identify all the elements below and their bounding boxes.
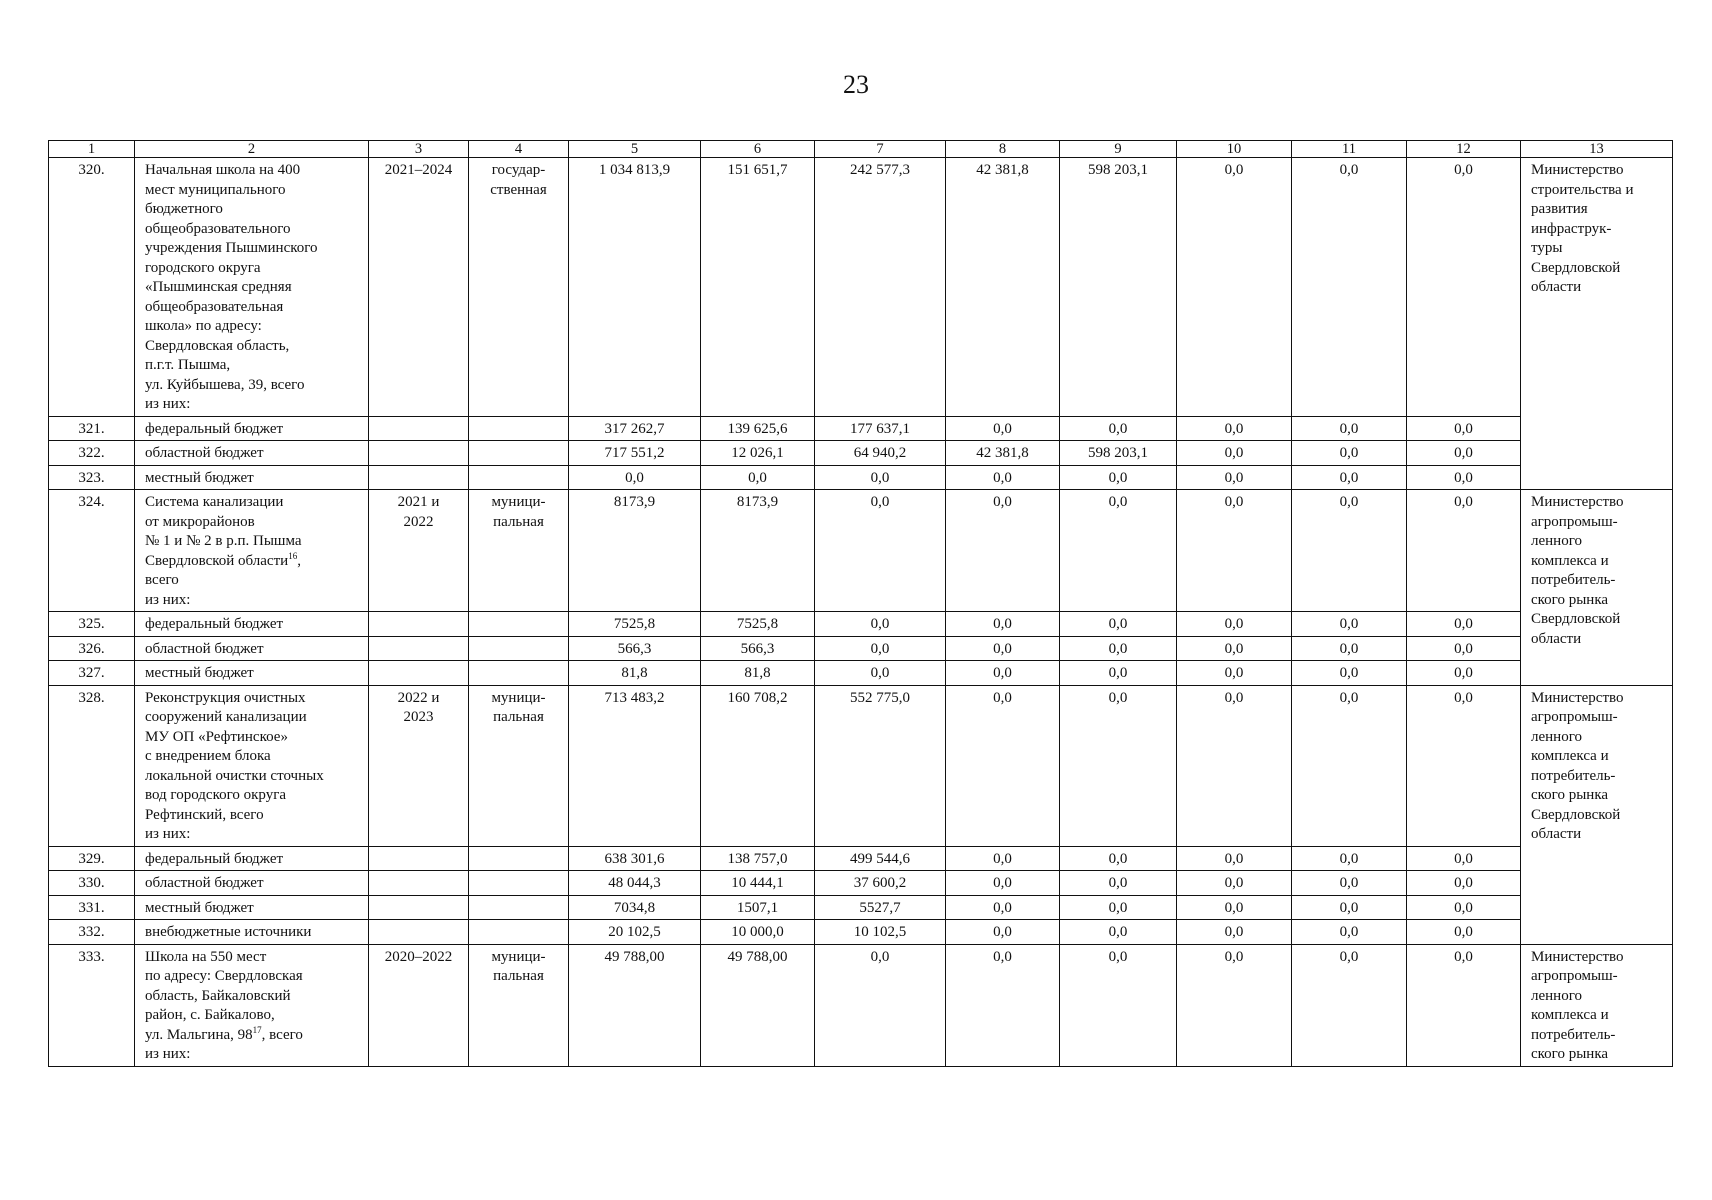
- amount-cell: 0,0: [815, 944, 946, 1066]
- amount-cell: 0,0: [701, 465, 815, 490]
- amount-cell: 139 625,6: [701, 416, 815, 441]
- responsible-body: Министерство агропромыш- ленного комплекса и потребитель- ского рынка Свердловской области: [1521, 490, 1673, 686]
- ownership-type: [469, 846, 569, 871]
- row-number: 333.: [49, 944, 135, 1066]
- amount-cell: 0,0: [1177, 490, 1292, 612]
- amount-cell: 0,0: [946, 871, 1060, 896]
- item-name: [135, 920, 369, 945]
- amount-cell: 499 544,6: [815, 846, 946, 871]
- implementation-years: [369, 465, 469, 490]
- amount-cell: 0,0: [1407, 944, 1521, 1066]
- amount-cell: 0,0: [1292, 490, 1407, 612]
- responsible-body: Министерство агропромыш- ленного комплекса и потребитель- ского рынка: [1521, 944, 1673, 1066]
- amount-cell: 0,0: [1407, 416, 1521, 441]
- amount-cell: 0,0: [946, 661, 1060, 686]
- table-row: [49, 465, 1673, 490]
- item-name: [135, 944, 369, 1066]
- amount-cell: 8173,9: [701, 490, 815, 612]
- amount-cell: 566,3: [569, 636, 701, 661]
- amount-cell: 0,0: [1177, 158, 1292, 417]
- implementation-years: [369, 895, 469, 920]
- column-header: 11: [1292, 141, 1407, 158]
- ownership-type: [469, 871, 569, 896]
- amount-cell: 37 600,2: [815, 871, 946, 896]
- item-name-tail: , всего из них:: [145, 1026, 303, 1062]
- amount-cell: 0,0: [1060, 685, 1177, 846]
- table-row: [49, 416, 1673, 441]
- item-name-text: Реконструкция очистных сооружений канализации МУ ОП «Рефтинское» с внедрением блока локальной очистки сточных вод городского округа Рефтинский, всего из них:: [145, 689, 324, 842]
- item-name: [135, 416, 369, 441]
- column-header: 6: [701, 141, 815, 158]
- amount-cell: 0,0: [1060, 465, 1177, 490]
- amount-cell: 0,0: [1060, 895, 1177, 920]
- item-name: [135, 465, 369, 490]
- item-name-text: федеральный бюджет: [145, 616, 284, 632]
- amount-cell: 0,0: [1292, 846, 1407, 871]
- amount-cell: 0,0: [1060, 636, 1177, 661]
- row-number: 330.: [49, 871, 135, 896]
- amount-cell: 0,0: [1292, 895, 1407, 920]
- ownership-type: [469, 612, 569, 637]
- implementation-years: [369, 920, 469, 945]
- responsible-body: Министерство агропромыш- ленного комплекса и потребитель- ского рынка Свердловской области: [1521, 685, 1673, 944]
- table-row: [49, 441, 1673, 466]
- amount-cell: 138 757,0: [701, 846, 815, 871]
- amount-cell: 0,0: [815, 661, 946, 686]
- column-header: 7: [815, 141, 946, 158]
- amount-cell: 0,0: [1407, 158, 1521, 417]
- item-name-text: Система канализации от микрорайонов № 1 и № 2 в р.п. Пышма Свердловской области: [145, 494, 302, 569]
- implementation-years: 2020–2022: [369, 944, 469, 1066]
- amount-cell: 160 708,2: [701, 685, 815, 846]
- amount-cell: 0,0: [1060, 612, 1177, 637]
- amount-cell: 0,0: [1060, 846, 1177, 871]
- amount-cell: 0,0: [1177, 871, 1292, 896]
- table-row: [49, 490, 1673, 612]
- amount-cell: 0,0: [1177, 441, 1292, 466]
- table-row: [49, 846, 1673, 871]
- item-name: [135, 441, 369, 466]
- amount-cell: 0,0: [1292, 944, 1407, 1066]
- column-header: 3: [369, 141, 469, 158]
- item-name-text: внебюджетные источники: [145, 924, 312, 940]
- column-header: 9: [1060, 141, 1177, 158]
- ownership-type: муници- пальная: [469, 685, 569, 846]
- amount-cell: 49 788,00: [701, 944, 815, 1066]
- item-name-text: местный бюджет: [145, 899, 254, 916]
- amount-cell: 0,0: [1177, 944, 1292, 1066]
- amount-cell: 0,0: [815, 636, 946, 661]
- amount-cell: 0,0: [1407, 685, 1521, 846]
- amount-cell: 0,0: [1177, 465, 1292, 490]
- column-header: 2: [135, 141, 369, 158]
- amount-cell: 598 203,1: [1060, 158, 1177, 417]
- amount-cell: 177 637,1: [815, 416, 946, 441]
- table-row: [49, 158, 1673, 417]
- row-number: 320.: [49, 158, 135, 417]
- item-name: [135, 685, 369, 846]
- amount-cell: 0,0: [946, 944, 1060, 1066]
- amount-cell: 151 651,7: [701, 158, 815, 417]
- amount-cell: 552 775,0: [815, 685, 946, 846]
- amount-cell: 0,0: [946, 416, 1060, 441]
- amount-cell: 0,0: [1292, 920, 1407, 945]
- item-name: [135, 158, 369, 417]
- amount-cell: 0,0: [946, 895, 1060, 920]
- ownership-type: [469, 416, 569, 441]
- amount-cell: 5527,7: [815, 895, 946, 920]
- amount-cell: 10 102,5: [815, 920, 946, 945]
- amount-cell: 0,0: [1292, 636, 1407, 661]
- amount-cell: 713 483,2: [569, 685, 701, 846]
- amount-cell: 0,0: [815, 612, 946, 637]
- column-header: 10: [1177, 141, 1292, 158]
- table-row: [49, 895, 1673, 920]
- amount-cell: 0,0: [1060, 661, 1177, 686]
- amount-cell: 317 262,7: [569, 416, 701, 441]
- amount-cell: 81,8: [569, 661, 701, 686]
- row-number: 322.: [49, 441, 135, 466]
- item-name-text: федеральный бюджет: [145, 420, 284, 437]
- amount-cell: 0,0: [1407, 661, 1521, 686]
- item-name: [135, 490, 369, 612]
- amount-cell: 0,0: [1060, 920, 1177, 945]
- amount-cell: 0,0: [1407, 636, 1521, 661]
- amount-cell: 0,0: [1292, 158, 1407, 417]
- implementation-years: [369, 871, 469, 896]
- amount-cell: 598 203,1: [1060, 441, 1177, 466]
- ownership-type: муници- пальная: [469, 490, 569, 612]
- amount-cell: 0,0: [1060, 871, 1177, 896]
- amount-cell: 0,0: [1177, 636, 1292, 661]
- amount-cell: 0,0: [1177, 661, 1292, 686]
- column-header: 8: [946, 141, 1060, 158]
- amount-cell: 566,3: [701, 636, 815, 661]
- implementation-years: [369, 441, 469, 466]
- amount-cell: 81,8: [701, 661, 815, 686]
- amount-cell: 717 551,2: [569, 441, 701, 466]
- implementation-years: [369, 636, 469, 661]
- amount-cell: 0,0: [946, 846, 1060, 871]
- table-row: [49, 685, 1673, 846]
- ownership-type: государ- ственная: [469, 158, 569, 417]
- amount-cell: 0,0: [1060, 944, 1177, 1066]
- item-name: [135, 636, 369, 661]
- implementation-years: [369, 416, 469, 441]
- amount-cell: 8173,9: [569, 490, 701, 612]
- amount-cell: 0,0: [1407, 465, 1521, 490]
- item-name: [135, 661, 369, 686]
- footnote-ref: 17: [252, 1024, 262, 1035]
- item-name-text: областной бюджет: [145, 640, 264, 657]
- row-number: 324.: [49, 490, 135, 612]
- item-name-tail: , всего из них:: [145, 552, 301, 608]
- amount-cell: 10 444,1: [701, 871, 815, 896]
- row-number: 325.: [49, 612, 135, 637]
- item-name-text: местный бюджет: [145, 469, 254, 486]
- implementation-years: [369, 612, 469, 637]
- table-header-row: [49, 141, 1673, 158]
- item-name: [135, 612, 369, 637]
- amount-cell: 0,0: [1292, 612, 1407, 637]
- amount-cell: 0,0: [946, 612, 1060, 637]
- amount-cell: 0,0: [569, 465, 701, 490]
- amount-cell: 0,0: [1177, 612, 1292, 637]
- amount-cell: 0,0: [1292, 416, 1407, 441]
- column-header: 12: [1407, 141, 1521, 158]
- amount-cell: 12 026,1: [701, 441, 815, 466]
- item-name-text: местный бюджет: [145, 665, 254, 681]
- table-row: [49, 871, 1673, 896]
- amount-cell: 0,0: [1060, 416, 1177, 441]
- amount-cell: 0,0: [946, 465, 1060, 490]
- item-name-text: Начальная школа на 400 мест муниципального бюджетного общеобразовательного учреждения Пышминского городского округа «Пышминская средняя общеобразовательная школа» по адресу: Свердловская область, п.г.т. Пышма, ул. Куйбышева, 39, всего из них:: [145, 162, 318, 412]
- amount-cell: 0,0: [946, 920, 1060, 945]
- amount-cell: 7525,8: [569, 612, 701, 637]
- row-number: 328.: [49, 685, 135, 846]
- amount-cell: 0,0: [946, 636, 1060, 661]
- ownership-type: [469, 920, 569, 945]
- column-header: 4: [469, 141, 569, 158]
- amount-cell: 42 381,8: [946, 158, 1060, 417]
- amount-cell: 49 788,00: [569, 944, 701, 1066]
- implementation-years: [369, 846, 469, 871]
- amount-cell: 0,0: [1177, 685, 1292, 846]
- page-number: 23: [843, 70, 869, 99]
- row-number: 327.: [49, 661, 135, 686]
- table-row: [49, 661, 1673, 686]
- table-row: [49, 944, 1673, 1066]
- row-number: 331.: [49, 895, 135, 920]
- ownership-type: [469, 465, 569, 490]
- amount-cell: 0,0: [1177, 895, 1292, 920]
- amount-cell: 0,0: [1292, 871, 1407, 896]
- amount-cell: 20 102,5: [569, 920, 701, 945]
- amount-cell: 242 577,3: [815, 158, 946, 417]
- table-row: [49, 612, 1673, 637]
- row-number: 323.: [49, 465, 135, 490]
- column-header: 1: [49, 141, 135, 158]
- item-name-text: Школа на 550 мест по адресу: Свердловская область, Байкаловский район, с. Байкалово, ул. Мальгина, 98: [145, 948, 303, 1043]
- row-number: 329.: [49, 846, 135, 871]
- responsible-body: Министерство строительства и развития инфраструк- туры Свердловской области: [1521, 158, 1673, 490]
- financing-table: [48, 140, 1673, 1067]
- amount-cell: 0,0: [1292, 441, 1407, 466]
- amount-cell: 0,0: [1407, 846, 1521, 871]
- amount-cell: 1507,1: [701, 895, 815, 920]
- amount-cell: 0,0: [1407, 612, 1521, 637]
- implementation-years: 2021–2024: [369, 158, 469, 417]
- ownership-type: [469, 441, 569, 466]
- table-row: [49, 920, 1673, 945]
- row-number: 321.: [49, 416, 135, 441]
- item-name: [135, 846, 369, 871]
- amount-cell: 0,0: [1292, 685, 1407, 846]
- column-header: 5: [569, 141, 701, 158]
- amount-cell: 0,0: [1407, 920, 1521, 945]
- implementation-years: 2021 и 2022: [369, 490, 469, 612]
- amount-cell: 42 381,8: [946, 441, 1060, 466]
- implementation-years: [369, 661, 469, 686]
- item-name-text: областной бюджет: [145, 445, 264, 461]
- ownership-type: [469, 661, 569, 686]
- amount-cell: 0,0: [815, 490, 946, 612]
- amount-cell: 0,0: [1177, 920, 1292, 945]
- amount-cell: 7525,8: [701, 612, 815, 637]
- amount-cell: 0,0: [1407, 490, 1521, 612]
- footnote-ref: 16: [288, 550, 298, 561]
- amount-cell: 0,0: [815, 465, 946, 490]
- amount-cell: 0,0: [1292, 661, 1407, 686]
- item-name: [135, 895, 369, 920]
- row-number: 332.: [49, 920, 135, 945]
- amount-cell: 7034,8: [569, 895, 701, 920]
- amount-cell: 0,0: [946, 685, 1060, 846]
- amount-cell: 0,0: [1177, 846, 1292, 871]
- amount-cell: 0,0: [1407, 871, 1521, 896]
- implementation-years: 2022 и 2023: [369, 685, 469, 846]
- amount-cell: 64 940,2: [815, 441, 946, 466]
- item-name-text: областной бюджет: [145, 875, 264, 891]
- ownership-type: [469, 636, 569, 661]
- amount-cell: 0,0: [1177, 416, 1292, 441]
- ownership-type: муници- пальная: [469, 944, 569, 1066]
- amount-cell: 0,0: [1407, 441, 1521, 466]
- item-name-text: федеральный бюджет: [145, 850, 284, 867]
- column-header: 13: [1521, 141, 1673, 158]
- amount-cell: 1 034 813,9: [569, 158, 701, 417]
- amount-cell: 0,0: [946, 490, 1060, 612]
- item-name: [135, 871, 369, 896]
- amount-cell: 638 301,6: [569, 846, 701, 871]
- amount-cell: 10 000,0: [701, 920, 815, 945]
- amount-cell: 0,0: [1060, 490, 1177, 612]
- amount-cell: 0,0: [1407, 895, 1521, 920]
- ownership-type: [469, 895, 569, 920]
- amount-cell: 0,0: [1292, 465, 1407, 490]
- row-number: 326.: [49, 636, 135, 661]
- table-row: [49, 636, 1673, 661]
- amount-cell: 48 044,3: [569, 871, 701, 896]
